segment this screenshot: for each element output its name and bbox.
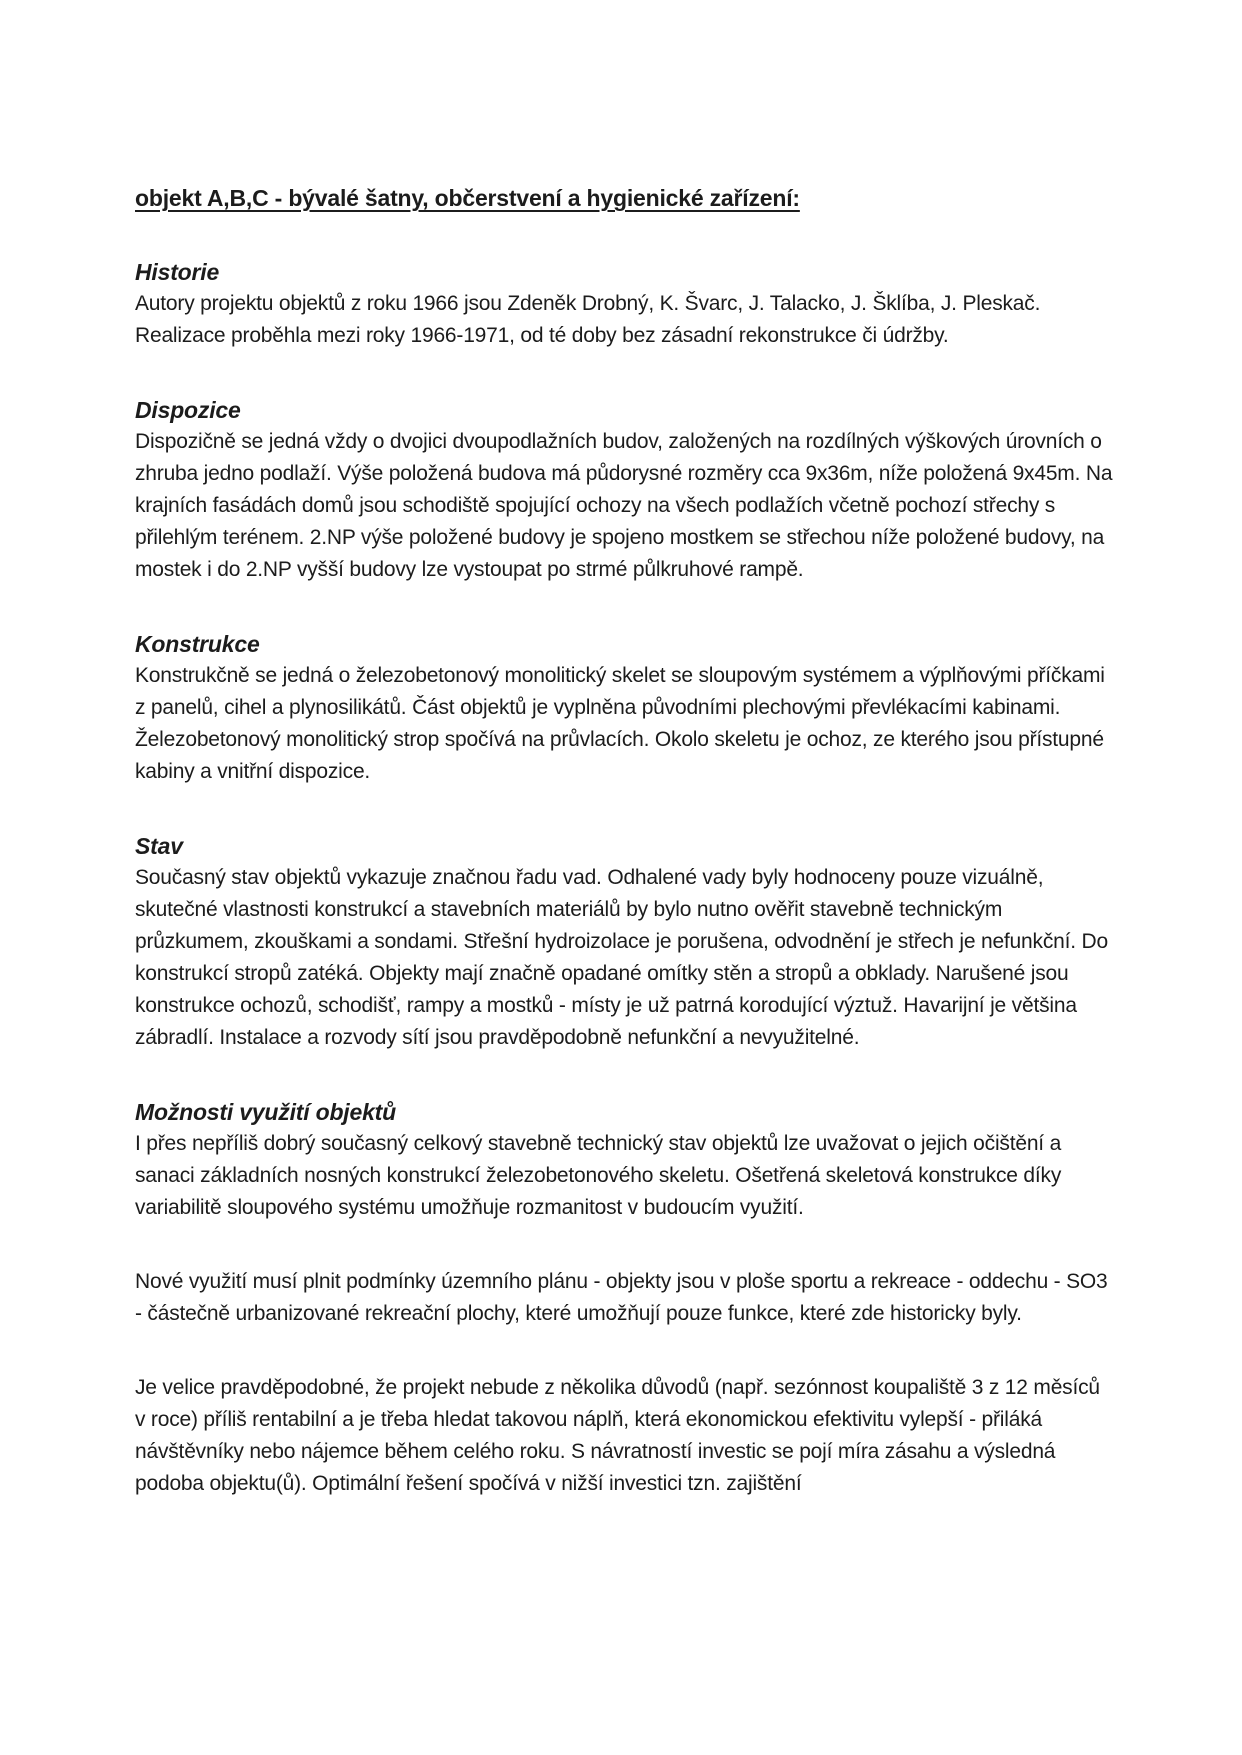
- section-heading-dispozice: Dispozice: [135, 397, 241, 423]
- paragraph: Dispozičně se jedná vždy o dvojici dvoupodlažních budov, založených na rozdílných výškových úrovních o zhruba jedno podlaží. Výše položená budova má půdorysné rozměry cca 9x36m, níže položená 9x45m. Na krajních fasádách domů jsou schodiště spojující ochozy na všech podlažích včetně pochozí střechy s přilehlým terénem. 2.NP výše položené budovy je spojeno mostkem se střechou níže položené budovy, na mostek i do 2.NP vyšší budovy lze vystoupat po strmé půlkruhové rampě.: [135, 430, 1113, 581]
- document-content: [135, 182, 1113, 1500]
- section-moznosti-vyuziti: [135, 1096, 1113, 1500]
- section-heading-konstrukce: Konstrukce: [135, 631, 260, 657]
- section-stav: [135, 830, 1113, 1054]
- paragraph: Autory projektu objektů z roku 1966 jsou Zdeněk Drobný, K. Švarc, J. Talacko, J. Šklíba, J. Pleskač. Realizace proběhla mezi roky 1966-1971, od té doby bez zásadní rekonstrukce či údržby.: [135, 292, 1041, 347]
- paragraph: Je velice pravděpodobné, že projekt nebude z několika důvodů (např. sezónnost koupaliště 3 z 12 měsíců v roce) příliš rentabilní a je třeba hledat takovou náplň, která ekonomickou efektivitu vylepší - přiláká návštěvníky nebo nájemce během celého roku. S návratností investic se pojí míra zásahu a výsledná podoba objektu(ů). Optimální řešení spočívá v nižší investici tzn. zajištění: [135, 1376, 1100, 1495]
- section-heading-moznosti-vyuziti: Možnosti využití objektů: [135, 1099, 396, 1125]
- section-heading-historie: Historie: [135, 259, 220, 285]
- section-heading-stav: Stav: [135, 833, 183, 859]
- paragraph: Nové využití musí plnit podmínky územního plánu - objekty jsou v ploše sportu a rekreace - oddechu - SO3 - částečně urbanizované rekreační plochy, které umožňují pouze funkce, které zde historicky byly.: [135, 1270, 1108, 1325]
- document-title: objekt A,B,C - bývalé šatny, občerstvení a hygienické zařízení:: [135, 185, 800, 211]
- paragraph: Současný stav objektů vykazuje značnou řadu vad. Odhalené vady byly hodnoceny pouze vizuálně, skutečné vlastnosti konstrukcí a stavebních materiálů by bylo nutno ověřit stavebně technickým průzkumem, zkouškami a sondami. Střešní hydroizolace je porušena, odvodnění je střech je nefunkční. Do konstrukcí stropů zatéká. Objekty mají značně opadané omítky stěn a stropů a obklady. Narušené jsou konstrukce ochozů, schodišť, rampy a mostků - místy je už patrná korodující výztuž. Havarijní je většina zábradlí. Instalace a rozvody sítí jsou pravděpodobně nefunkční a nevyužitelné.: [135, 866, 1108, 1049]
- section-historie: [135, 256, 1113, 352]
- section-konstrukce: [135, 628, 1113, 788]
- section-dispozice: [135, 394, 1113, 586]
- paragraph: I přes nepříliš dobrý současný celkový stavebně technický stav objektů lze uvažovat o jejich očištění a sanaci základních nosných konstrukcí železobetonového skeletu. Ošetřená skeletová konstrukce díky variabilitě sloupového systému umožňuje rozmanitost v budoucím využití.: [135, 1132, 1062, 1219]
- paragraph: Konstrukčně se jedná o železobetonový monolitický skelet se sloupovým systémem a výplňovými příčkami z panelů, cihel a plynosilikátů. Část objektů je vyplněna původními plechovými převlékacími kabinami. Železobetonový monolitický strop spočívá na průvlacích. Okolo skeletu je ochoz, ze kterého jsou přístupné kabiny a vnitřní dispozice.: [135, 664, 1105, 783]
